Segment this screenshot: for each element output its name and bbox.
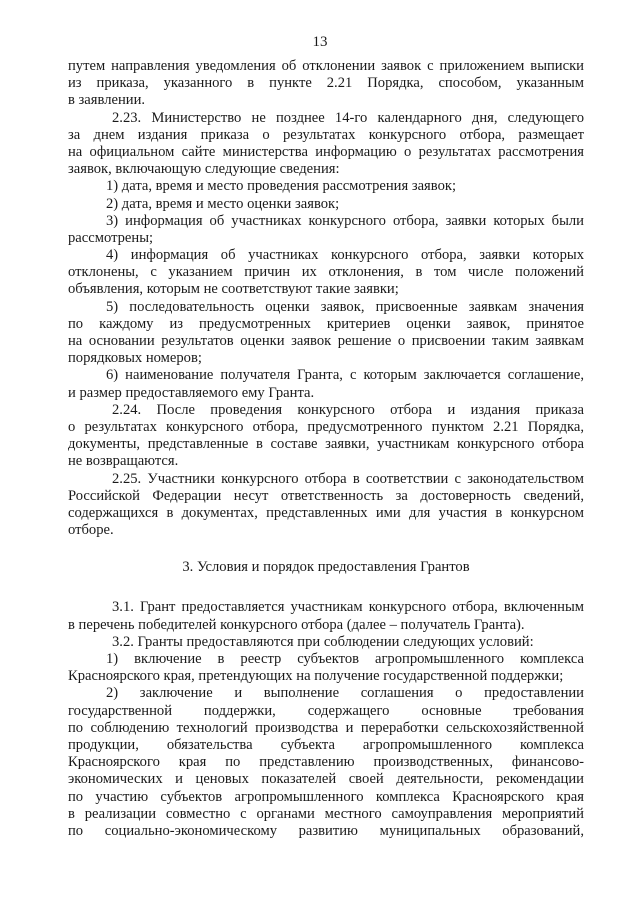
text-line: не возвращаются. <box>68 453 179 470</box>
text-line: Красноярского края по представлению производственных, финансово- <box>68 754 584 771</box>
text-line: экономических и ценовых показателей своей деятельности, рекомендации <box>68 771 584 788</box>
text-line: по социально-экономическому развитию муниципальных образований, <box>68 822 584 839</box>
text-line: и размер предоставляемого ему Гранта. <box>68 384 315 401</box>
text-line: из приказа, указанного в пункте 2.21 Порядка, способом, указанным <box>68 75 584 92</box>
text-line: за днем издания приказа о результатах конкурсного отбора, размещает <box>68 126 584 143</box>
text-line: продукции, обязательства субъекта агропромышленного комплекса <box>68 736 584 753</box>
text-line: по соблюдению технологий производства и переработки сельскохозяйственной <box>68 719 584 736</box>
text-line: 3.1. Грант предоставляется участникам конкурсного отбора, включенным <box>112 599 584 616</box>
text-line: 3.2. Гранты предоставляются при соблюдении следующих условий: <box>112 633 534 650</box>
text-line: отклонены, с указанием причин их отклонения, в том числе положений <box>68 264 584 281</box>
text-line: 2) заключение и выполнение соглашения о предоставлении <box>106 685 584 702</box>
text-line: объявления, которым не соответствуют такие заявки; <box>68 281 399 298</box>
text-line: 1) дата, время и место проведения рассмотрения заявок; <box>106 178 457 195</box>
section-heading: 3. Условия и порядок предоставления Грантов <box>182 559 470 576</box>
text-line: заявок, включающую следующие сведения: <box>68 161 340 178</box>
text-line: 2.25. Участники конкурсного отбора в соответствии с законодательством <box>112 470 584 487</box>
text-line: на основании результатов оценки заявок решение о присвоении таким заявкам <box>68 333 584 349</box>
text-line: в заявлении. <box>68 92 146 109</box>
text-line: о результатах конкурсного отбора, предусмотренного пунктом 2.21 Порядка, <box>68 418 584 435</box>
text-line: отборе. <box>68 522 114 539</box>
text-line: путем направления уведомления об отклонении заявок с приложением выписки <box>68 58 584 74</box>
text-line: в реализации совместно с органами местного самоуправления мероприятий <box>68 805 584 822</box>
text-line: рассмотрены; <box>68 229 154 246</box>
text-line: по участию субъектов агропромышленного комплекса Красноярского края <box>68 788 584 805</box>
paragraphs-block-2 <box>68 599 584 840</box>
paragraphs-block-1 <box>68 58 584 539</box>
text-line: 2) дата, время и место оценки заявок; <box>106 195 340 212</box>
text-line: на официальном сайте министерства информацию о результатах рассмотрения <box>68 143 584 160</box>
text-line: документы, представленные в составе заявки, участникам конкурсного отбора <box>68 436 584 453</box>
page-number: 13 <box>312 34 328 50</box>
text-line: Российской Федерации несут ответственность за достоверность сведений, <box>68 487 584 504</box>
text-line: 2.23. Министерство не позднее 14-го календарного дня, следующего <box>112 109 584 126</box>
text-line: государственной поддержки, содержащего основные требования <box>68 702 584 719</box>
text-line: 4) информация об участниках конкурсного отбора, заявки которых <box>106 247 584 264</box>
text-line: Красноярского края, претендующих на получение государственной поддержки; <box>68 668 564 685</box>
text-line: 2.24. После проведения конкурсного отбора и издания приказа <box>112 401 584 418</box>
text-line: в перечень победителей конкурсного отбора (далее – получатель Гранта). <box>68 616 525 633</box>
text-line: 3) информация об участниках конкурсного отбора, заявки которых были <box>106 212 584 229</box>
text-line: порядковых номеров; <box>68 350 202 367</box>
text-line: 5) последовательность оценки заявок, присвоенные заявкам значения <box>106 298 584 315</box>
text-line: по каждому из предусмотренных критериев оценки заявок, принятое <box>68 315 584 332</box>
text-line: 6) наименование получателя Гранта, с которым заключается соглашение, <box>106 367 584 384</box>
text-line: содержащихся в документах, представленных ими для участия в конкурсном <box>68 504 584 521</box>
document-text <box>68 58 584 840</box>
text-line: 1) включение в реестр субъектов агропромышленного комплекса <box>106 651 584 667</box>
